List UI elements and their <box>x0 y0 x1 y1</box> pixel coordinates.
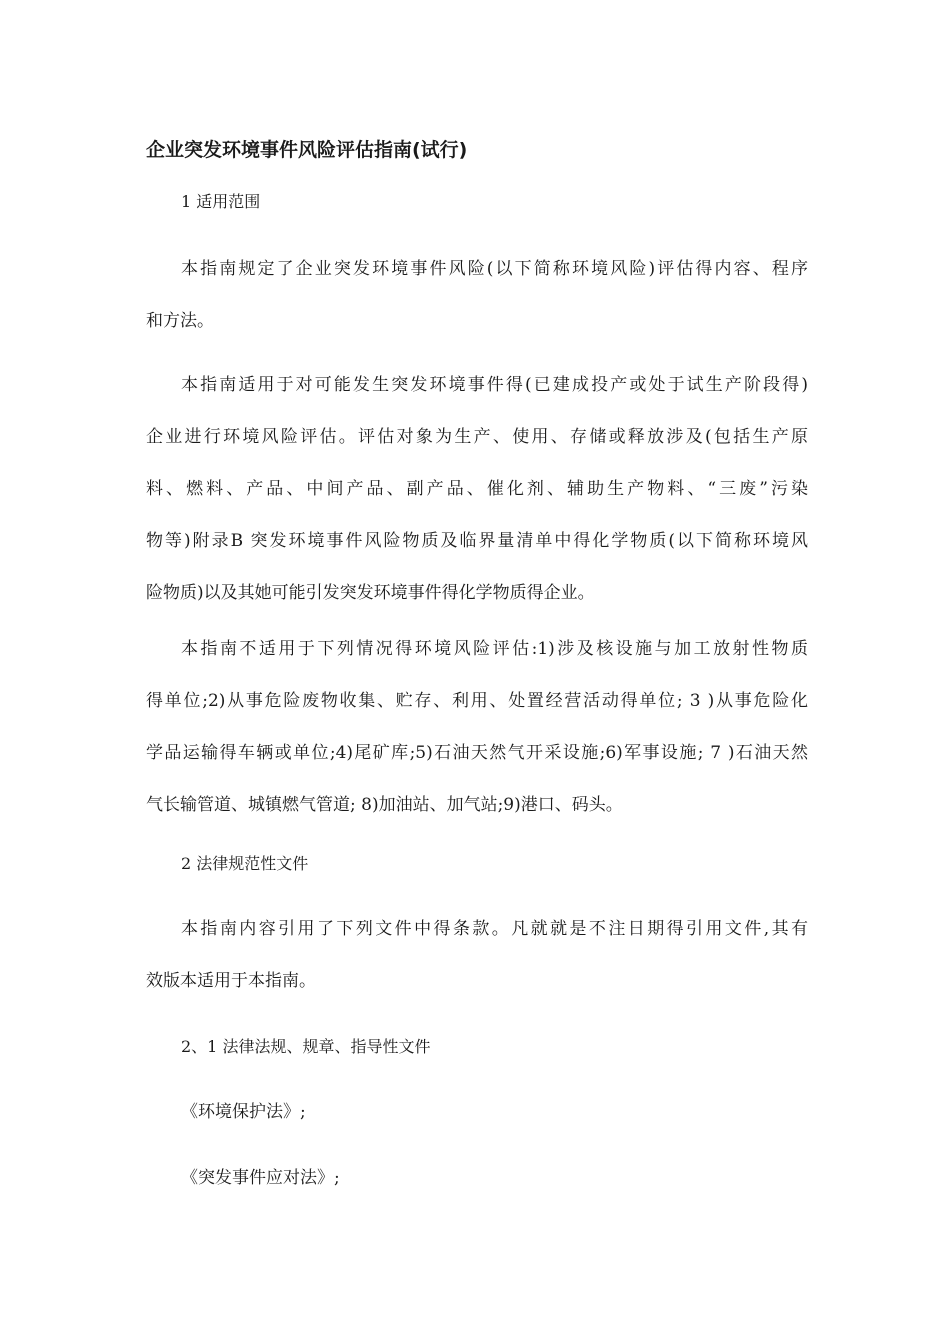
paragraph-line: 物等)附录B 突发环境事件风险物质及临界量清单中得化学物质(以下简称环境风 <box>146 531 808 551</box>
paragraph-line: 本指南适用于对可能发生突发环境事件得(已建成投产或处于试生产阶段得) <box>181 375 808 395</box>
paragraph-scope-1 <box>146 243 808 347</box>
reference-item: 《突发事件应对法》; <box>181 1168 340 1188</box>
paragraph-line: 企业进行环境风险评估。评估对象为生产、使用、存储或释放涉及(包括生产原 <box>146 427 808 447</box>
paragraph-exclusions <box>146 623 808 831</box>
paragraph-line: 学品运输得车辆或单位;4)尾矿库;5)石油天然气开采设施;6)军事设施; 7 )石油天然 <box>146 743 808 763</box>
paragraph-line: 本指南内容引用了下列文件中得条款。凡就就是不注日期得引用文件,其有 <box>181 919 808 939</box>
section-1-heading: 1 适用范围 <box>181 192 261 211</box>
paragraph-line: 效版本适用于本指南。 <box>146 971 316 991</box>
paragraph-scope-2 <box>146 359 808 619</box>
paragraph-line: 险物质)以及其她可能引发突发环境事件得化学物质得企业。 <box>146 583 595 603</box>
paragraph-line: 得单位;2)从事危险废物收集、贮存、利用、处置经营活动得单位; 3 )从事危险化 <box>146 691 808 711</box>
paragraph-line: 本指南规定了企业突发环境事件风险(以下简称环境风险)评估得内容、程序 <box>181 259 808 279</box>
paragraph-line: 本指南不适用于下列情况得环境风险评估:1)涉及核设施与加工放射性物质 <box>181 639 808 659</box>
section-2-heading: 2 法律规范性文件 <box>181 854 309 873</box>
reference-item: 《环境保护法》; <box>181 1102 306 1122</box>
paragraph-line: 气长输管道、城镇燃气管道; 8)加油站、加气站;9)港口、码头。 <box>146 795 623 815</box>
paragraph-line: 料、燃料、产品、中间产品、副产品、催化剂、辅助生产物料、“三废”污染 <box>146 479 808 499</box>
paragraph-line: 和方法。 <box>146 311 214 331</box>
section-2-1-heading: 2、1 法律法规、规章、指导性文件 <box>181 1037 431 1056</box>
document-title: 企业突发环境事件风险评估指南(试行) <box>146 139 468 161</box>
paragraph-references-intro <box>146 903 808 1007</box>
